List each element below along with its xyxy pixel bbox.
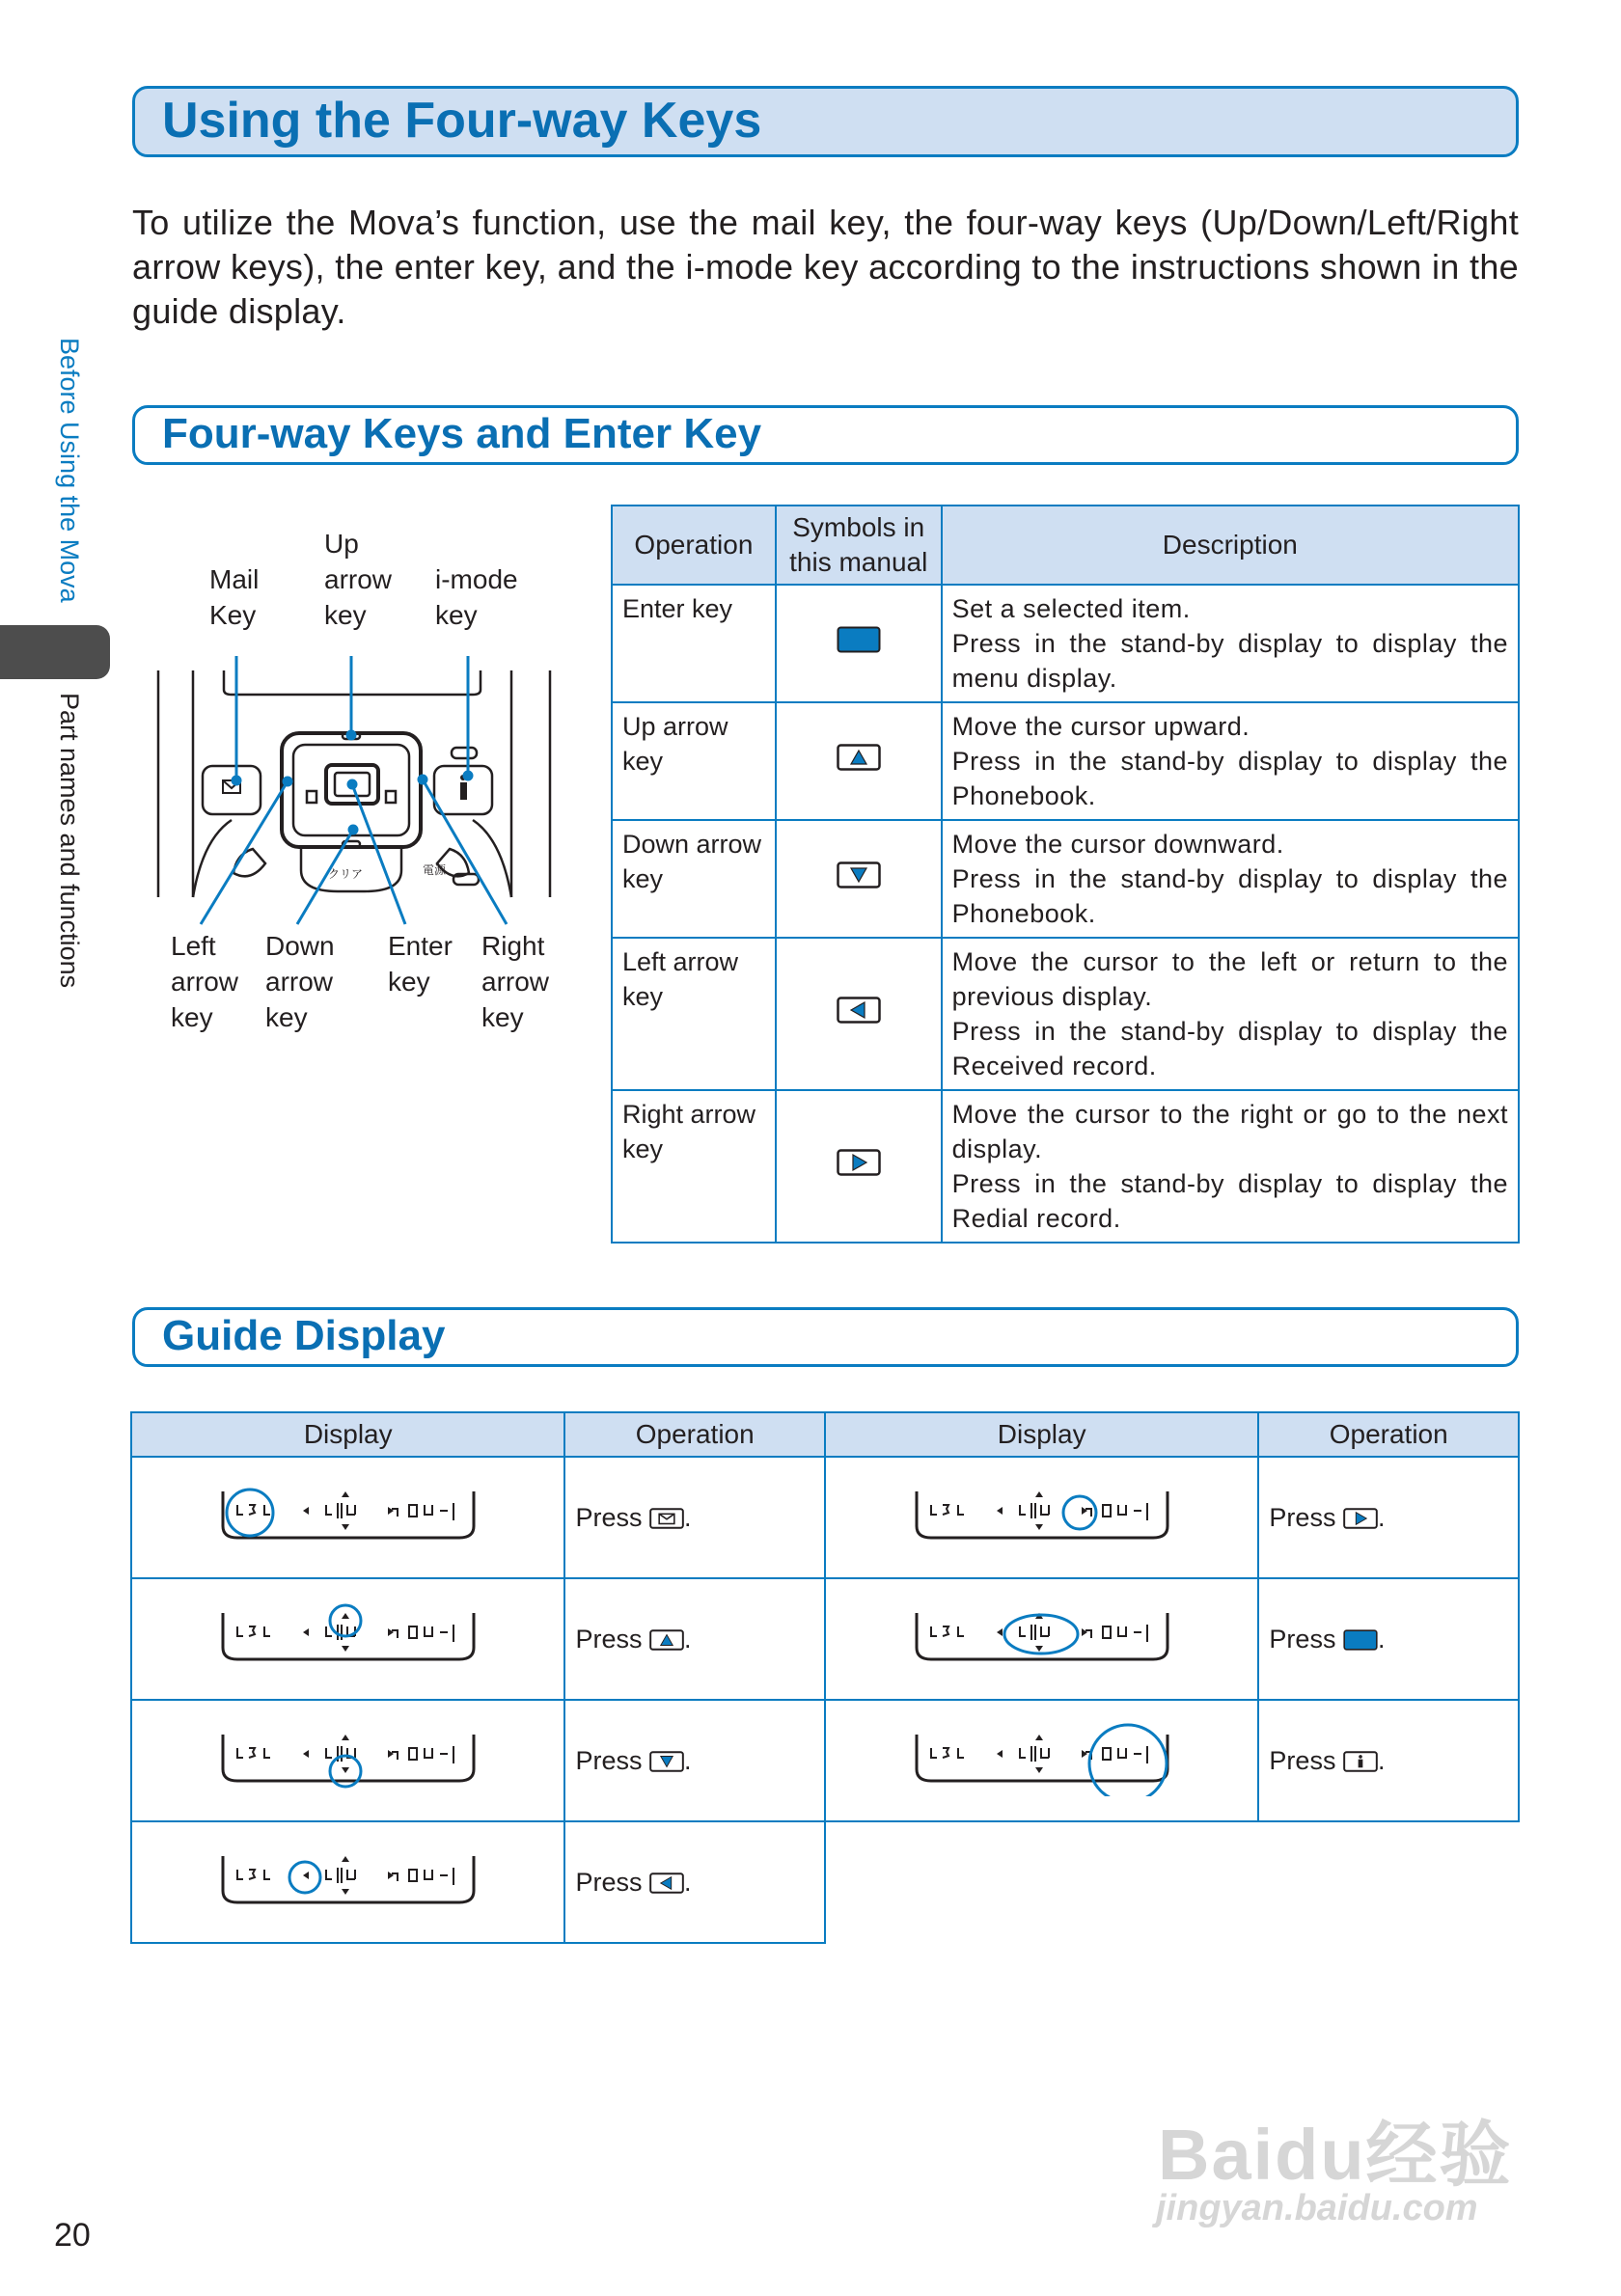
label-line: arrow [324, 564, 393, 594]
keys-row-description: Move the cursor downward. Press in the stand-by display to display the Phonebook. [942, 820, 1519, 938]
label-line: Key [209, 600, 257, 630]
power-key-text: 電源 [423, 863, 447, 877]
keys-row-description: Set a selected item. Press in the stand-by display to display the menu display. [942, 585, 1519, 702]
keys-table [611, 505, 1520, 1244]
up-arrow-key-icon [649, 1628, 684, 1652]
label-line: key [481, 1002, 524, 1032]
up-symbol-cell [776, 702, 942, 820]
guide-empty-cell [1258, 1821, 1519, 1943]
highlight-circle [330, 1605, 361, 1636]
header-operation-left: Operation [564, 1412, 825, 1457]
label-right-arrow-key [481, 928, 549, 1035]
keys-table-header-row [612, 506, 1519, 585]
guide-operation-cell [564, 1821, 825, 1943]
intro-paragraph: To utilize the Mova’s function, use the mail key, the four-way keys (Up/Down/Left/Right arrow keys), the enter key, and the i-mode key according to the instructions shown in the guide display. [132, 203, 1519, 331]
label-line: Down [265, 931, 335, 961]
side-bottom-text: Part names and functions [55, 693, 84, 989]
press-text: Press [1269, 1502, 1336, 1532]
keys-row-down [612, 820, 1519, 938]
lcd-graphic [223, 1735, 474, 1781]
label-line: Mail [209, 564, 260, 594]
guide-display-imode-highlight [912, 1719, 1172, 1796]
period-text: . [683, 1745, 692, 1775]
imode-key-icon [1343, 1750, 1378, 1773]
keys-row-description: Move the cursor to the left or return to the previous display. Press in the stand-by display to display the Received record. [942, 938, 1519, 1090]
watermark-brand: Baidu经验 [1158, 2115, 1513, 2195]
page-number: 20 [54, 2217, 91, 2254]
guide-operation-cell [564, 1578, 825, 1700]
label-line: Enter [388, 931, 453, 961]
highlight-circle [227, 1490, 273, 1536]
page-title: Using the Four-way Keys [162, 93, 762, 149]
guide-table-header-row [131, 1412, 1519, 1457]
keys-row-operation: Right arrow key [612, 1090, 776, 1243]
period-text: . [1377, 1624, 1386, 1654]
press-text: Press [575, 1867, 643, 1897]
guide-empty-cell [825, 1821, 1258, 1943]
left-arrow-symbol-icon [837, 997, 881, 1024]
label-line: arrow [171, 967, 239, 997]
enter-symbol-cell [776, 585, 942, 702]
press-text: Press [575, 1745, 643, 1775]
guide-display-cell [131, 1700, 564, 1821]
guide-display-up-highlight [218, 1598, 479, 1675]
guide-display-center-highlight [912, 1598, 1172, 1675]
watermark-url: jingyan.baidu.com [1156, 2188, 1478, 2228]
label-line: i-mode [435, 564, 518, 594]
keys-row-left [612, 938, 1519, 1090]
lcd-graphic [917, 1491, 1168, 1538]
header-operation-right: Operation [1258, 1412, 1519, 1457]
section-guide-title: Guide Display [162, 1312, 446, 1359]
label-line: arrow [481, 967, 550, 997]
label-line: arrow [265, 967, 334, 997]
label-line: Right [481, 931, 545, 961]
period-text: . [683, 1502, 692, 1532]
label-down-arrow-key [265, 928, 335, 1035]
guide-operation-cell [1258, 1700, 1519, 1821]
header-symbols: Symbols in this manual [776, 506, 942, 585]
guide-operation-cell [1258, 1578, 1519, 1700]
label-line: key [324, 600, 367, 630]
section-guide-header [132, 1307, 1519, 1367]
lcd-graphic [223, 1856, 474, 1902]
guide-display-cell [825, 1700, 1258, 1821]
guide-row [131, 1700, 1519, 1821]
header-display-left: Display [131, 1412, 564, 1457]
period-text: . [683, 1867, 692, 1897]
guide-display-cell [131, 1578, 564, 1700]
label-line: Up [324, 529, 359, 559]
down-arrow-symbol-icon [837, 861, 881, 888]
keys-row-up [612, 702, 1519, 820]
highlight-circle [1089, 1725, 1167, 1796]
header-display-right: Display [825, 1412, 1258, 1457]
enter-key-icon [1343, 1628, 1378, 1652]
label-line: key [388, 967, 430, 997]
section-four-way-title: Four-way Keys and Enter Key [162, 410, 762, 457]
clear-key-text: クリア [328, 867, 364, 881]
label-mail-key [209, 561, 259, 633]
left-symbol-cell [776, 938, 942, 1090]
header-description: Description [942, 506, 1519, 585]
keys-row-operation: Enter key [612, 585, 776, 702]
guide-display-cell [825, 1457, 1258, 1578]
guide-table [130, 1411, 1520, 1944]
side-top-text: Before Using the Mova [55, 338, 84, 603]
label-enter-key [388, 928, 453, 999]
keys-row-right [612, 1090, 1519, 1243]
guide-row [131, 1821, 1519, 1943]
down-arrow-key-icon [649, 1750, 684, 1773]
mail-key-icon [649, 1507, 684, 1530]
period-text: . [683, 1624, 692, 1654]
period-text: . [1377, 1745, 1386, 1775]
left-arrow-key-icon [649, 1872, 684, 1895]
keys-row-description: Move the cursor to the right or go to the next display. Press in the stand-by display to display the Redial record. [942, 1090, 1519, 1243]
label-imode-key [435, 561, 518, 633]
label-up-arrow-key [324, 526, 392, 633]
label-line: Left [171, 931, 216, 961]
keys-row-description: Move the cursor upward. Press in the stand-by display to display the Phonebook. [942, 702, 1519, 820]
guide-row [131, 1578, 1519, 1700]
right-arrow-symbol-icon [837, 1149, 881, 1176]
guide-display-cell [131, 1457, 564, 1578]
guide-display-cell [825, 1578, 1258, 1700]
header-operation: Operation [612, 506, 776, 585]
guide-display-mail-highlight [218, 1476, 479, 1553]
guide-display-down-highlight [218, 1719, 479, 1796]
press-text: Press [575, 1624, 643, 1654]
down-symbol-cell [776, 820, 942, 938]
side-tab [0, 625, 110, 679]
right-symbol-cell [776, 1090, 942, 1243]
enter-symbol-icon [837, 626, 881, 653]
guide-row [131, 1457, 1519, 1578]
phone-keypad-illustration [145, 656, 569, 926]
right-arrow-key-icon [1343, 1507, 1378, 1530]
page-title-bar [132, 86, 1519, 157]
keys-row-operation: Left arrow key [612, 938, 776, 1090]
lcd-graphic [917, 1735, 1168, 1781]
lcd-graphic [223, 1491, 474, 1538]
guide-operation-cell [564, 1700, 825, 1821]
label-line: key [171, 1002, 213, 1032]
highlight-circle [289, 1862, 320, 1893]
label-left-arrow-key [171, 928, 238, 1035]
guide-operation-cell [564, 1457, 825, 1578]
keys-row-operation: Down arrow key [612, 820, 776, 938]
section-four-way-header [132, 405, 1519, 465]
keys-row-enter [612, 585, 1519, 702]
guide-operation-cell [1258, 1457, 1519, 1578]
label-line: key [435, 600, 478, 630]
label-line: key [265, 1002, 308, 1032]
period-text: . [1377, 1502, 1386, 1532]
press-text: Press [1269, 1624, 1336, 1654]
up-arrow-symbol-icon [837, 744, 881, 771]
guide-display-left-highlight [218, 1841, 479, 1918]
press-text: Press [575, 1502, 643, 1532]
guide-display-right-highlight [912, 1476, 1172, 1553]
guide-display-cell [131, 1821, 564, 1943]
press-text: Press [1269, 1745, 1336, 1775]
keys-row-operation: Up arrow key [612, 702, 776, 820]
